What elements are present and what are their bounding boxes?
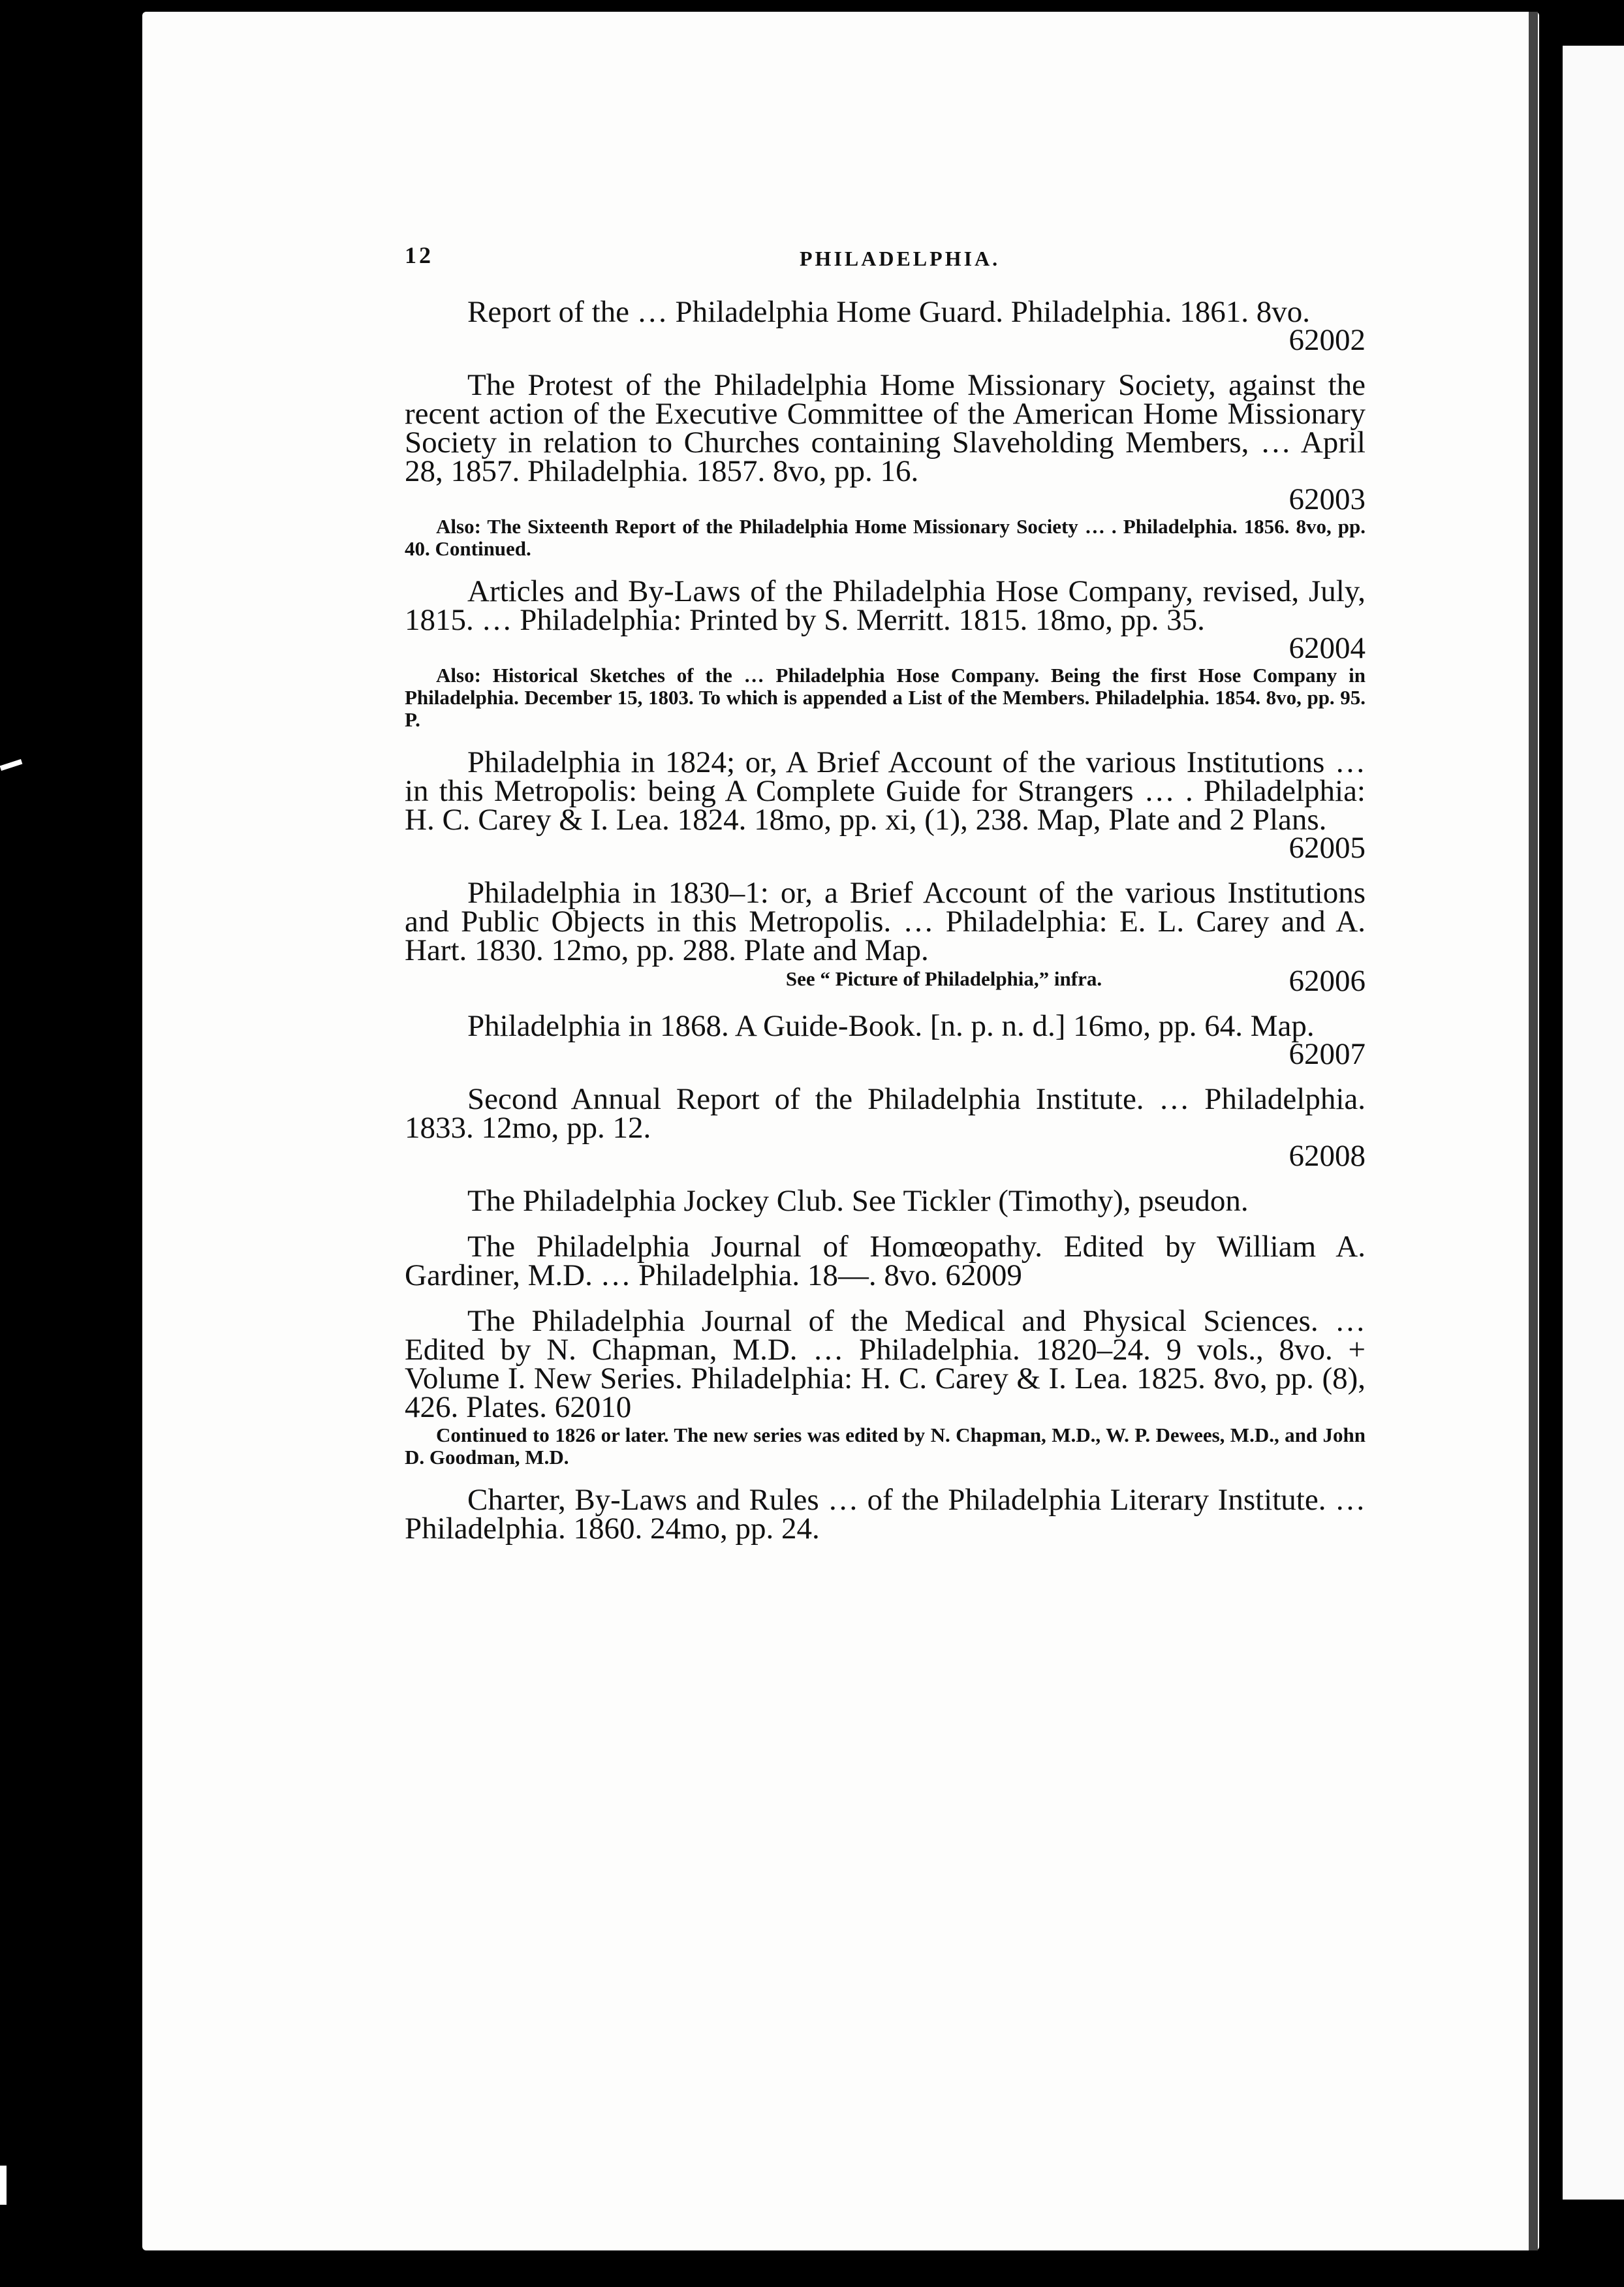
- entry-note: Also: Historical Sketches of the … Philadelphia Hose Company. Being the first Hose Company in Philadelphia. December 15, 1803. To which is appended a List of the Members. Philadelphia. 1854. 8vo, pp. 95. P.: [405, 664, 1366, 731]
- bibliography-entry: [405, 876, 1366, 998]
- entry-number: 62006: [1288, 964, 1366, 998]
- entry-number: 62004: [1288, 631, 1366, 665]
- page-number: 12: [405, 242, 433, 268]
- bibliography-entry: [405, 1304, 1366, 1469]
- entry-note: Continued to 1826 or later. The new series was edited by N. Chapman, M.D., W. P. Dewees, M.D., and John D. Goodman, M.D.: [405, 1424, 1366, 1469]
- entry-number: 62002: [1288, 323, 1366, 357]
- bibliography-entry: [405, 1082, 1366, 1173]
- entry-number: 62003: [1288, 482, 1366, 516]
- entry-text: Charter, By-Laws and Rules … of the Philadelphia Literary Institute. … Philadelphia. 1860. 24mo, pp. 24.: [405, 1483, 1366, 1546]
- bibliography-entry: [405, 745, 1366, 865]
- bibliography-entry: [405, 1232, 1366, 1290]
- bibliography-entry: [405, 574, 1366, 731]
- entry-text: Philadelphia in 1824; or, A Brief Account of the various Institutions … in this Metropolis: being A Complete Guide for Strangers … . Philadelphia: H. C. Carey & I. Lea. 1824. 18mo, pp. xi, (1), 238. Map, Plate and 2 Plans.: [405, 745, 1366, 837]
- entry-text: The Protest of the Philadelphia Home Missionary Society, against the recent action of the Executive Committee of the American Home Missionary Society in relation to Churches containing Slaveholding Members, … April 28, 1857. Philadelphia. 1857. 8vo, pp. 16.: [405, 368, 1366, 488]
- page-edge: [1529, 12, 1538, 2250]
- page-content: [405, 241, 1366, 1546]
- entry-text: The Philadelphia Jockey Club. See Tickler (Timothy), pseudon.: [467, 1184, 1249, 1218]
- entry-text: Philadelphia in 1830–1: or, a Brief Account of the various Institutions and Public Objects in this Metropolis. … Philadelphia: E. L. Carey and A. Hart. 1830. 12mo, pp. 288. Plate and Map.: [405, 876, 1366, 967]
- running-head: [405, 241, 1366, 281]
- scan-mark: [0, 2166, 7, 2205]
- bibliography-entry: [405, 1009, 1366, 1071]
- bibliography-entry: [405, 1184, 1366, 1218]
- bibliography-entry: [405, 1483, 1366, 1546]
- entry-text: Report of the … Philadelphia Home Guard. Philadelphia. 1861. 8vo.: [467, 295, 1310, 329]
- see-also-reference: See “ Picture of Philadelphia,” infra.: [785, 967, 1102, 990]
- entry-text: Second Annual Report of the Philadelphia Institute. … Philadelphia. 1833. 12mo, pp. 12.: [405, 1082, 1366, 1145]
- bibliography-entry: [405, 368, 1366, 560]
- scan-mark: [0, 759, 22, 771]
- entry-number: 62008: [1288, 1139, 1366, 1173]
- entry-text: The Philadelphia Journal of the Medical and Physical Sciences. … Edited by N. Chapman, M.D. … Philadelphia. 1820–24. 9 vols., 8vo. + Volume I. New Series. Philadelphia: H. C. Carey & I. Lea. 1825. 8vo, pp. (8), 426. Plates. 62010: [405, 1304, 1366, 1424]
- facing-page-edge: [1563, 46, 1624, 2200]
- entry-text: Philadelphia in 1868. A Guide-Book. [n. p. n. d.] 16mo, pp. 64. Map.: [467, 1009, 1315, 1043]
- bibliography-entry: [405, 295, 1366, 357]
- running-head-title: PHILADELPHIA.: [800, 247, 1001, 270]
- entry-text: Articles and By-Laws of the Philadelphia Hose Company, revised, July, 1815. … Philadelphia: Printed by S. Merritt. 1815. 18mo, pp. 35.: [405, 574, 1366, 637]
- entry-text: The Philadelphia Journal of Homœopathy. Edited by William A. Gardiner, M.D. … Philadelphia. 18—. 8vo. 62009: [405, 1230, 1366, 1292]
- entry-number: 62005: [1288, 831, 1366, 865]
- entry-note: Also: The Sixteenth Report of the Philadelphia Home Missionary Society … . Philadelphia. 1856. 8vo, pp. 40. Continued.: [405, 515, 1366, 560]
- entry-number: 62007: [1288, 1037, 1366, 1071]
